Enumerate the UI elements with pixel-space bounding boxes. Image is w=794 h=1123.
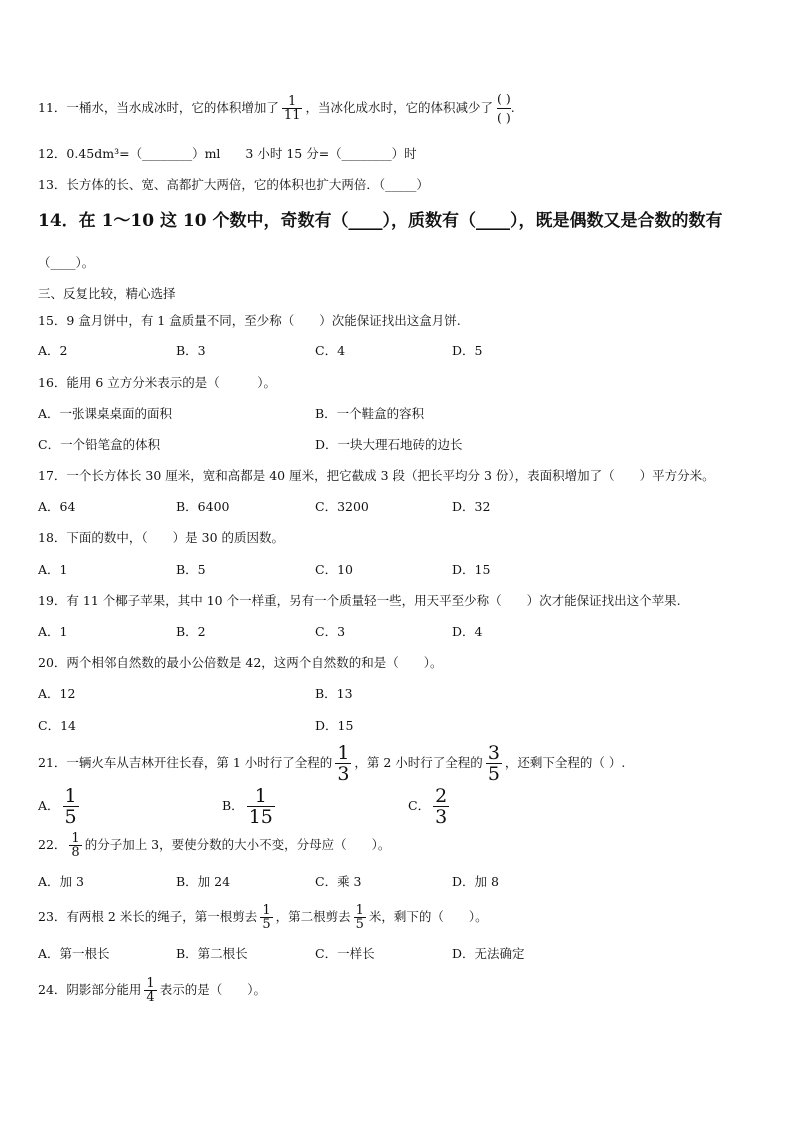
- fraction-1-11: $\frac{1}{11}$: [283, 94, 301, 123]
- question-17: 17．一个长方体长 30 厘米，宽和高都是 40 厘米，把它截成 3 段（把长平均分 3 份），表面积增加了（ ）平方分米。: [38, 468, 715, 483]
- q16-option-a[interactable]: A．一张课桌桌面的面积: [38, 406, 173, 421]
- fraction-1-4: $\frac{1}{4}$: [146, 976, 155, 1005]
- fraction-1-8: $\frac{1}{8}$: [71, 831, 80, 860]
- fraction-3-5: $\frac{3}{5}$: [487, 742, 500, 785]
- question-12: 12．0.45dm³=（________）ml 3 小时 15 分=（________）时: [38, 146, 417, 161]
- question-16: 16．能用 6 立方分米表示的是（ ）。: [38, 375, 277, 390]
- q15-option-c[interactable]: C．4: [315, 343, 346, 358]
- question-13: 13．长方体的长、宽、高都扩大两倍，它的体积也扩大两倍．（_____）: [38, 177, 429, 192]
- q19-option-c[interactable]: C．3: [315, 624, 346, 639]
- section-heading: 三、反复比较，精心选择: [38, 286, 176, 301]
- answer-blank-fraction[interactable]: $\frac{( )}{( )}$: [496, 91, 511, 125]
- q17-option-a[interactable]: A．64: [38, 499, 76, 514]
- q22-option-c[interactable]: C．乘 3: [315, 874, 362, 889]
- question-24: 24．阴影部分能用 $\frac{1}{4}$ 表示的是（ ）。: [38, 976, 266, 1005]
- q15-option-d[interactable]: D．5: [452, 343, 483, 358]
- q18-option-a[interactable]: A．1: [38, 562, 68, 577]
- q23-option-a[interactable]: A．第一根长: [38, 946, 110, 961]
- q23-option-d[interactable]: D．无法确定: [452, 946, 525, 961]
- q16-option-b[interactable]: B．一个鞋盒的容积: [315, 406, 425, 421]
- q16-option-c[interactable]: C．一个铅笔盒的体积: [38, 437, 161, 452]
- q21-option-c[interactable]: C． $\frac{2}{3}$: [408, 785, 448, 828]
- q23-option-b[interactable]: B．第二根长: [176, 946, 248, 961]
- fraction-1-5: $\frac{1}{5}$: [262, 903, 271, 932]
- q15-option-a[interactable]: A．2: [38, 343, 68, 358]
- question-15: 15．9 盒月饼中，有 1 盒质量不同，至少称（ ）次能保证找出这盒月饼.: [38, 313, 461, 328]
- q17-option-d[interactable]: D．32: [452, 499, 491, 514]
- question-22: 22． $\frac{1}{8}$ 的分子加上 3，要使分数的大小不变，分母应（ ）。: [38, 831, 391, 860]
- q20-option-d[interactable]: D．15: [315, 718, 354, 733]
- q20-option-a[interactable]: A．12: [38, 686, 76, 701]
- question-11: 11．一桶水，当水成冰时，它的体积增加了 $\frac{1}{11}$ ，当冰化成水时，它的体积减少了 $\frac{( )}{( )}$ .: [38, 91, 515, 125]
- q23-option-c[interactable]: C．一样长: [315, 946, 375, 961]
- q17-option-b[interactable]: B．6400: [176, 499, 230, 514]
- q19-option-a[interactable]: A．1: [38, 624, 68, 639]
- q22-option-b[interactable]: B．加 24: [176, 874, 231, 889]
- question-19: 19．有 11 个椰子苹果，其中 10 个一样重，另有一个质量轻一些，用天平至少称（ ）次才能保证找出这个苹果.: [38, 593, 681, 608]
- q20-option-c[interactable]: C．14: [38, 718, 76, 733]
- q21-option-b[interactable]: B． $\frac{1}{15}$: [222, 785, 273, 828]
- q16-option-d[interactable]: D．一块大理石地砖的边长: [315, 437, 463, 452]
- q20-option-b[interactable]: B．13: [315, 686, 353, 701]
- question-14-continued: （____）。: [38, 255, 95, 270]
- q17-option-c[interactable]: C．3200: [315, 499, 369, 514]
- q18-option-b[interactable]: B．5: [176, 562, 206, 577]
- q22-option-a[interactable]: A．加 3: [38, 874, 84, 889]
- fraction-1-5-meter: $\frac{1}{5}$: [355, 903, 364, 932]
- q21-option-a[interactable]: A． $\frac{1}{5}$: [38, 785, 77, 828]
- q18-option-c[interactable]: C．10: [315, 562, 353, 577]
- question-23: 23．有两根 2 米长的绳子，第一根剪去 $\frac{1}{5}$ ，第二根剪去 $\frac{1}{5}$ 米，剩下的（ ）。: [38, 903, 488, 932]
- question-14: 14．在 1～10 这 10 个数中，奇数有（____），质数有（____），既是偶数又是合数的数有: [38, 211, 723, 231]
- question-21: 21．一辆火车从吉林开往长春，第 1 小时行了全程的 $\frac{1}{3}$ ，第 2 小时行了全程的 $\frac{3}{5}$ ，还剩下全程的（ ）.: [38, 742, 626, 785]
- q22-option-d[interactable]: D．加 8: [452, 874, 499, 889]
- q15-option-b[interactable]: B．3: [176, 343, 206, 358]
- q19-option-b[interactable]: B．2: [176, 624, 206, 639]
- q19-option-d[interactable]: D．4: [452, 624, 483, 639]
- q18-option-d[interactable]: D．15: [452, 562, 491, 577]
- fraction-1-3: $\frac{1}{3}$: [337, 742, 350, 785]
- question-20: 20．两个相邻自然数的最小公倍数是 42，这两个自然数的和是（ ）。: [38, 655, 443, 670]
- question-18: 18．下面的数中，（ ）是 30 的质因数。: [38, 530, 285, 545]
